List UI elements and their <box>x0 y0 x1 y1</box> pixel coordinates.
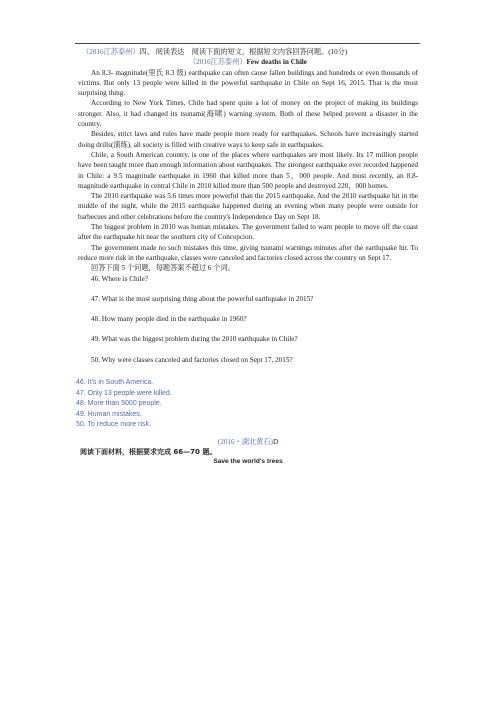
section-2-source: (2016・湖北黄石) <box>217 437 273 446</box>
section-2-instruction: 阅读下面材料，根据要求完成 66—70 题。 <box>80 447 217 456</box>
question-48: 48. How many people died in the earthquake in 1960? <box>91 315 247 324</box>
paragraph-4: Chile, a South American country, is one of the places where earthquakes are most likely. Its 17 million people have been taught more than enough information about earthquakes. The strongest earthquake ever recorded happened in Chile: a 9.5 magnitude earthquake in 1960 that killed more than 5，000 people. And most recently, an 8.8- magnitude earthquake in central Chile in 2010 killed more than 500 people and destroyed 220，000 homes. <box>78 150 418 190</box>
section-2 <box>78 437 418 468</box>
section-2-letter: D <box>272 437 279 446</box>
source-tag: （2016江苏泰州） <box>82 48 140 56</box>
question-46: 46. Where is Chile? <box>91 274 148 283</box>
passage-title: Few deaths in Chile <box>246 58 307 67</box>
section-header <box>78 47 418 57</box>
header-rule <box>75 43 420 44</box>
document-body <box>78 47 418 467</box>
answer-47: 47. Only 13 people were killed. <box>76 389 172 397</box>
paragraph-2: According to New York Times, Chile had spent quite a lot of money on the project of making its buildings stronger. Also, it had changed its tsunami(海啸) warning system. Both of these helped prevent a disaster in the country. <box>78 99 418 129</box>
question-49: 49. What was the biggest problem during the 2010 earthquake in Chile? <box>91 335 298 344</box>
section-2-title: Save the world's trees <box>213 458 283 466</box>
paragraph-7: The government made no such mistakes this time, giving tsunami warnings minutes after the earthquake hit. To reduce more risk in the earthquake, classes were canceled and factories closed across the country on Sept 17. <box>78 243 418 262</box>
source-tag-2: （2016江苏泰州） <box>188 58 247 67</box>
section-2-source-line <box>78 437 418 447</box>
passage-title-line <box>78 57 418 67</box>
answer-46: 46. It's in South America. <box>76 379 154 387</box>
paragraph-5: The 2010 earthquake was 5.6 times more powerful than the 2015 earthquake. And the 2010 earthquake hit in the middle of the night, while the 2015 earthquake happened during an evening when many people were outside for barbecues and other celebrations before the country's Independence Day on Sept 18. <box>78 192 418 221</box>
section-instruction: 四、 阅读表达 阅读下面的短文，根据短文内容回答问题。(10分) <box>139 48 348 56</box>
answer-48: 48. More than 5000 people. <box>76 400 162 408</box>
paragraph-1: An 8.3- magnitude(里氏 8.3 级) earthquake can often cause fallen buildings and hundreds or even thousands of victims. But only 13 people were killed in the powerful earthquake in Chile on Sept 16, 2015. That is the most surprising thing. <box>78 68 418 98</box>
answer-50: 50. To reduce more risk. <box>76 421 151 429</box>
answer-49: 49. Human mistakes. <box>76 410 142 418</box>
paragraph-3: Besides, strict laws and rules have made people more ready for earthquakes. Schools have increasingly started doing drills(演练), all society is filled with creative ways to keep safe in earthquakes. <box>78 130 418 149</box>
answer-key <box>76 378 418 431</box>
question-50: 50. Why were classes canceled and factories closed on Sept 17, 2015? <box>91 355 293 364</box>
question-instruction: 回答下面 5 个问题，每题答案不超过 6 个词。 <box>91 264 235 273</box>
paragraph-6: The biggest problem in 2010 was human mistakes. The government failed to warn people to move off the coast after the earthquake hit near the southern city of Concepcion. <box>78 223 418 242</box>
question-47: 47. What is the most surprising thing about the powerful earthquake in 2015? <box>91 294 314 303</box>
